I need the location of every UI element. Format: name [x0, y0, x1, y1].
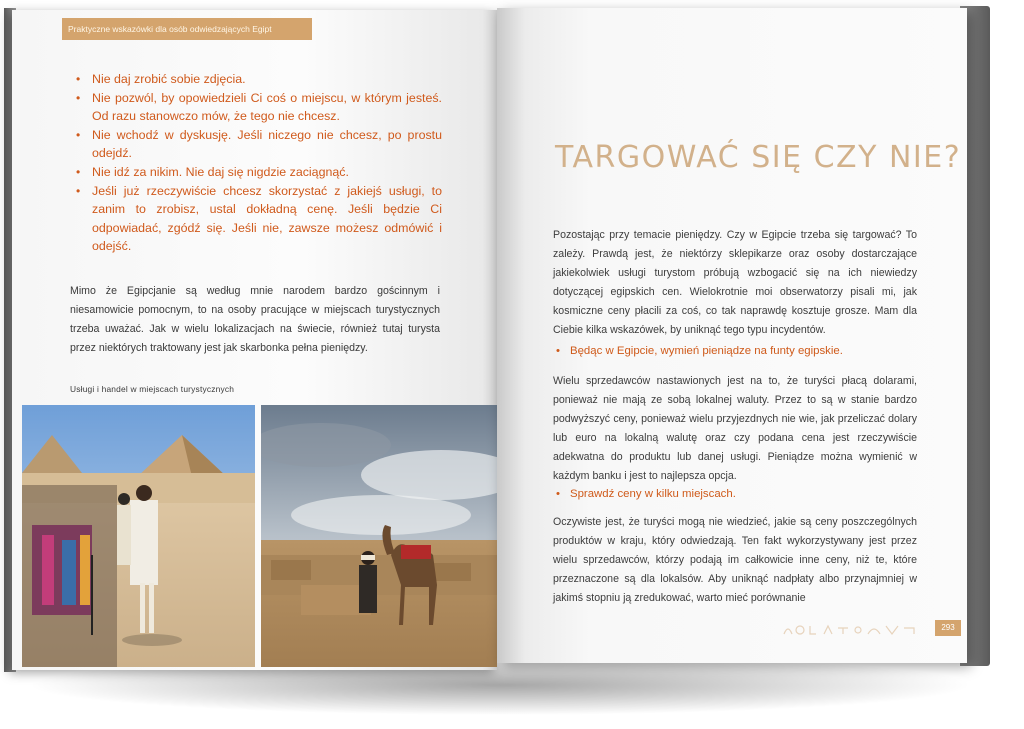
compare-paragraph: Oczywiste jest, że turyści mogą nie wiedzieć, jakie są ceny poszczególnych produktów w kraju, który odwiedzają. Ten fakt wykorzystywany jest przez wielu sprzedawców, którzy podają im całkowicie inne ceny, niż te, które przeznaczone są dla lokalsów. Aby uniknąć nadpłaty albo przynajmniej w jakimś stopniu ją zredukować, warto mieć porównanie	[553, 516, 917, 604]
subheading-exchange: • Będąc w Egipcie, wymień pieniądze na funty egipskie.	[556, 345, 843, 357]
photo-pyramids-vendor	[22, 405, 255, 667]
body-paragraph: Mimo że Egipcjanie są według mnie narodem bardzo gościnnym i niesamowicie pomocnym, to na osoby pracujące w miejscach turystycznych trzeba uważać. Jak w wielu lokalizacjach na świecie, również tutaj turysta przez niektórych traktowany jest jak skarbonka pełna pieniędzy.	[70, 285, 440, 354]
intro-paragraph: Pozostając przy temacie pieniędzy. Czy w Egipcie trzeba się targować? To zależy. Prawdą jest, że niektórzy sklepikarze oraz osoby dostarczające jakiekolwiek usługi turystom próbują wzbogacić się na ich niewiedzy dotyczącej egipskich cen. Wielokrotnie moi obserwatorzy pisali mi, jak kosmiczne ceny płacili za coś, co tak naprawdę kosztuje grosze. Mam dla Ciebie kilka wskazówek, by uniknąć tego typu incydentów.	[553, 229, 917, 336]
photo-camel-ruins	[261, 405, 497, 667]
tips-list	[70, 70, 442, 256]
running-header: Praktyczne wskazówki dla osób odwiedzających Egipt	[62, 18, 312, 40]
photo-caption: Usługi i handel w miejscach turystycznych	[70, 384, 235, 394]
list-item: • Nie wchodź w dyskusję. Jeśli niczego nie chcesz, po prostu odejdź.	[76, 127, 442, 161]
list-item: • Nie pozwól, by opowiedzieli Ci coś o miejscu, w którym jesteś. Od razu stanowczo mów, że tego nie chcesz.	[76, 90, 442, 124]
list-item: • Nie daj zrobić sobie zdjęcia.	[76, 72, 246, 86]
list-item: • Jeśli już rzeczywiście chcesz skorzystać z jakiejś usługi, to zanim to zrobisz, ustal dokładną cenę. Jeśli będzie Ci odpowiadać, zgódź się. Jeśli nie, zawsze możesz odmówić i odejść.	[76, 183, 442, 254]
chapter-title: TARGOWAĆ SIĘ CZY NIE?	[555, 140, 962, 175]
hieroglyph-decoration-icon	[780, 622, 920, 638]
page-number: 293	[935, 620, 961, 636]
exchange-paragraph: Wielu sprzedawców nastawionych jest na to, że turyści płacą dolarami, ponieważ nie mają ze sobą lokalnej waluty. Przez to są w stanie bardzo podwyższyć ceny, ponieważ wielu przyjezdnych nie wie, jak przeliczać dolary lub euro na lokalną walutę oraz czy podana cena jest rzeczywiście adekwatna do produktu lub danej usługi. Pieniądze można wymienić w każdym banku i jest to najlepsza opcja.	[553, 375, 917, 482]
subheading-compare-prices: • Sprawdź ceny w kilku miejscach.	[556, 488, 736, 500]
list-item: • Nie idź za nikim. Nie daj się nigdzie zaciągnąć.	[76, 164, 349, 179]
